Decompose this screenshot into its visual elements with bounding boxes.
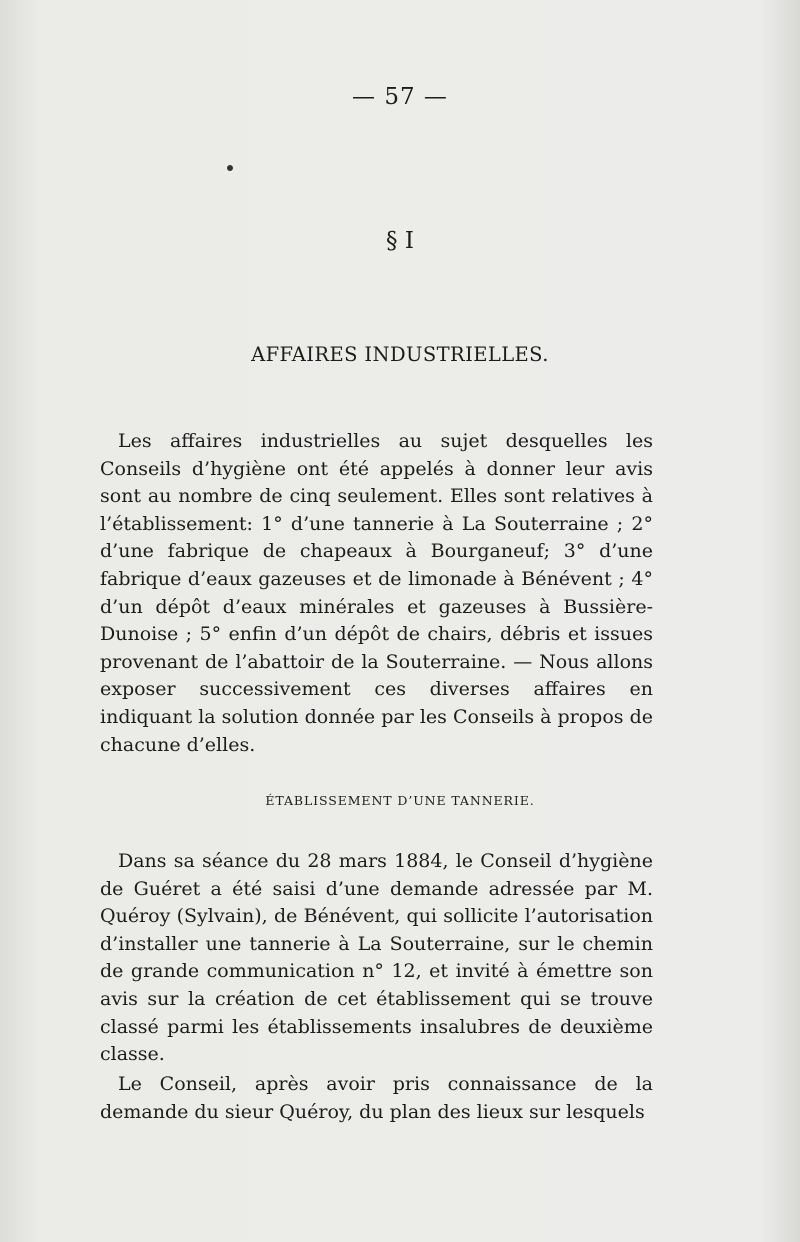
paragraph-intro bbox=[100, 428, 653, 759]
ink-dot bbox=[227, 165, 233, 171]
section-mark: § I bbox=[386, 228, 414, 254]
subheading-tannerie: ÉTABLISSEMENT D’UNE TANNERIE. bbox=[265, 793, 535, 808]
paragraph-intro-text: Les affaires industrielles au sujet desquelles les Conseils d’hygiène ont été appelés à donner leur avis sont au nombre de cinq seulement. Elles sont relatives à l’établissement: 1° d’une tannerie à La Souterraine ; 2° d’une fabrique de chapeaux à Bourganeuf; 3° d’une fabrique d’eaux gazeuses et de limonade à Bénévent ; 4° d’un dépôt d’eaux minérales et gazeuses à Bussière-Dunoise ; 5° enfin d’un dépôt de chairs, débris et issues provenant de l’abattoir de la Souterraine. — Nous allons exposer successivement ces diverses affaires en indiquant la solution donnée par les Conseils à propos de chacune d’elles. bbox=[100, 430, 653, 756]
paragraph-conseil-text: Le Conseil, après avoir pris connaissance de la demande du sieur Quéroy, du plan des lieux sur lesquels bbox=[100, 1073, 653, 1123]
paragraph-seance-text: Dans sa séance du 28 mars 1884, le Conseil d’hygiène de Guéret a été saisi d’une demande adressée par M. Quéroy (Sylvain), de Bénévent, qui sollicite l’autorisation d’installer une tannerie à La Souterraine, sur le chemin de grande communication n° 12, et invité à émettre son avis sur la création de cet établissement qui se trouve classé parmi les établissements insalubres de deuxième classe. bbox=[100, 850, 653, 1066]
paragraph-seance bbox=[100, 848, 653, 1069]
section-title: AFFAIRES INDUSTRIELLES. bbox=[251, 343, 549, 366]
page-number: — 57 — bbox=[352, 84, 448, 110]
paragraph-conseil bbox=[100, 1071, 653, 1126]
